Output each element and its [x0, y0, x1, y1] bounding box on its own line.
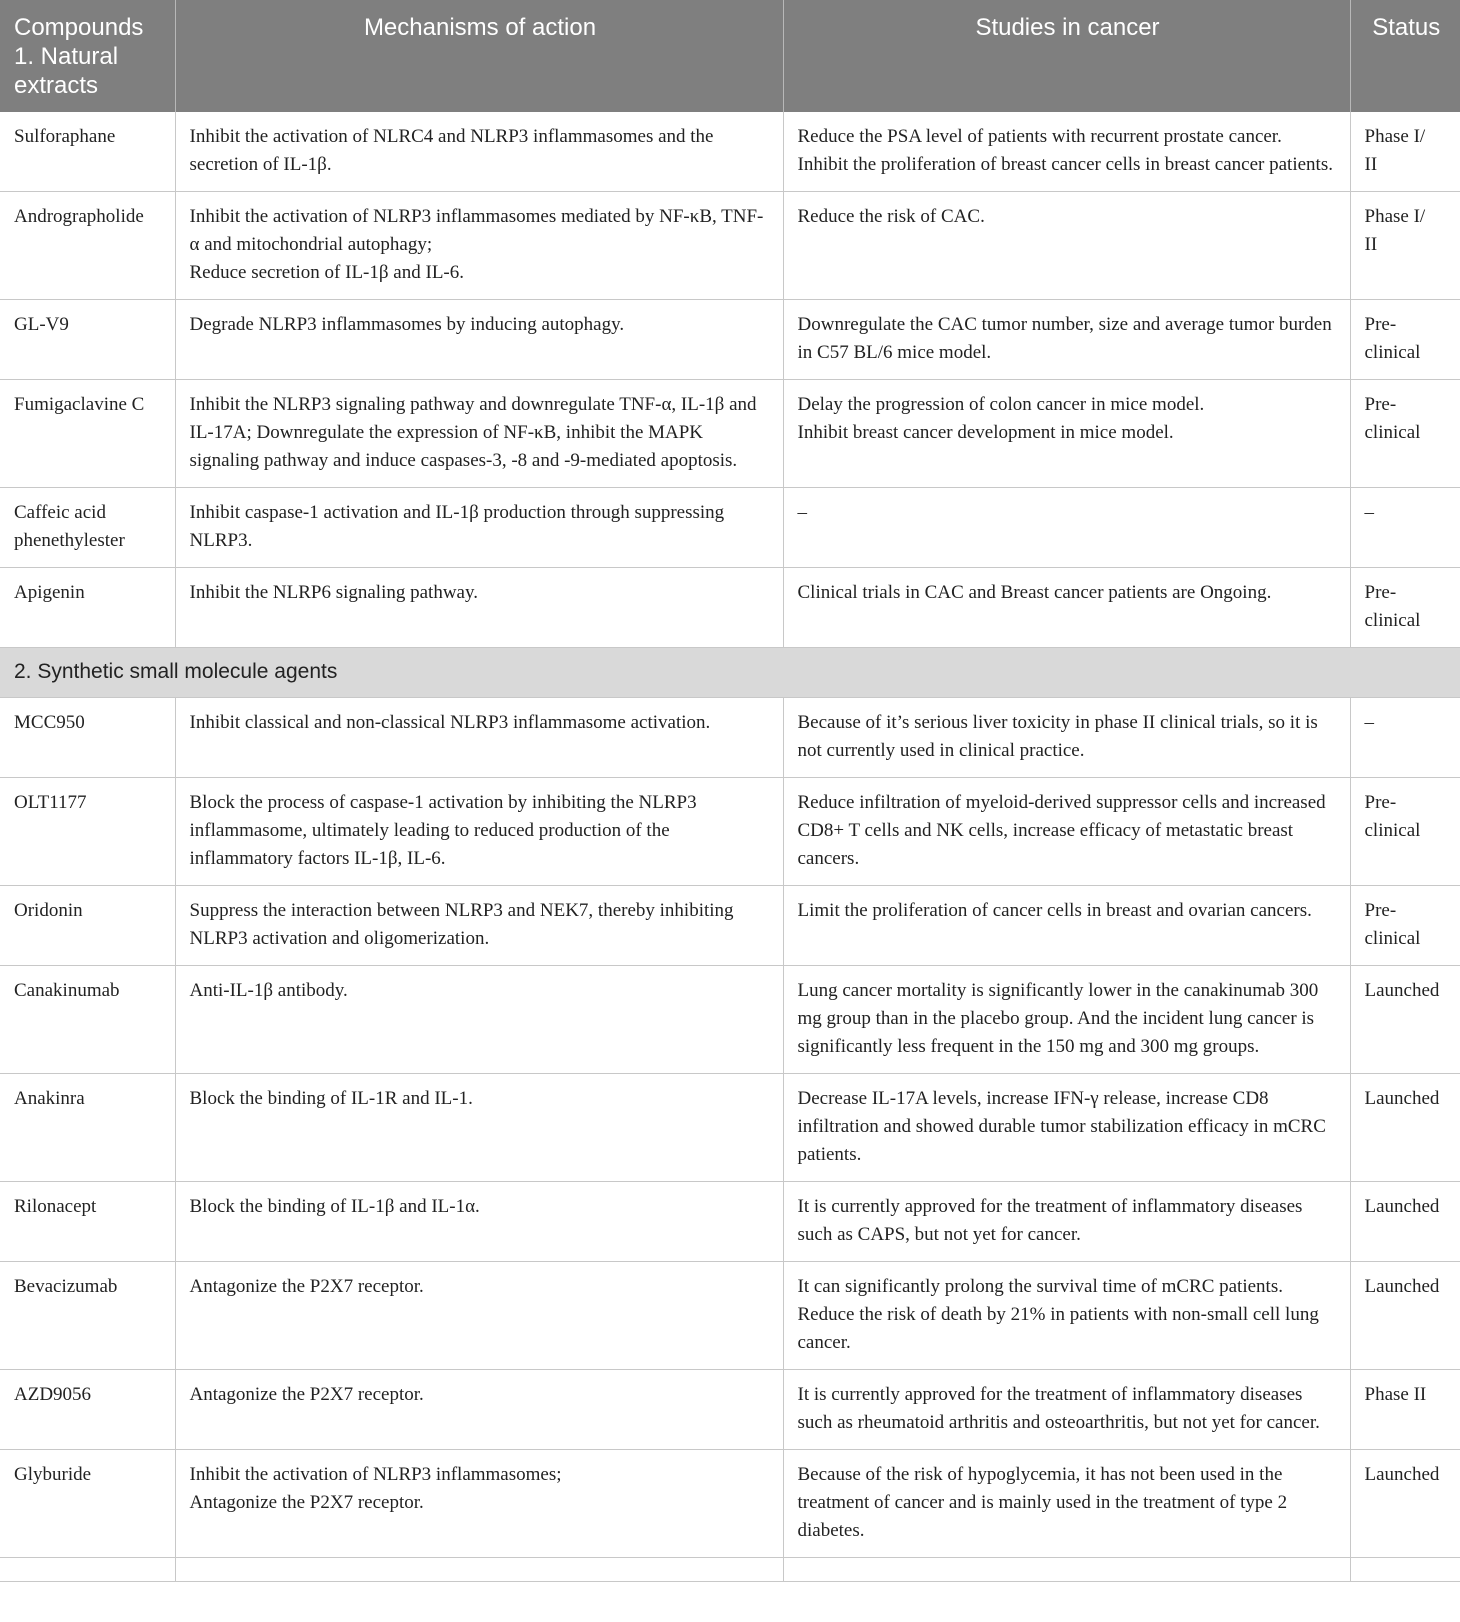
table-row [0, 886, 1460, 966]
mechanism-cell: Degrade NLRP3 inflammasomes by inducing autophagy. [175, 300, 783, 380]
table-row [0, 1074, 1460, 1182]
status-cell: Pre- clinical [1350, 778, 1460, 886]
table-row [0, 192, 1460, 300]
study-cell: Decrease IL-17A levels, increase IFN-γ release, increase CD8 infiltration and showed durable tumor stabilization efficacy in mCRC patients. [783, 1074, 1350, 1182]
table-header [0, 0, 1460, 112]
compound-cell: Glyburide [0, 1450, 175, 1558]
study-cell: Because of the risk of hypoglycemia, it has not been used in the treatment of cancer and is mainly used in the treatment of type 2 diabetes. [783, 1450, 1350, 1558]
status-cell: Pre- clinical [1350, 300, 1460, 380]
compound-cell: Sulforaphane [0, 112, 175, 192]
status-cell: Pre- clinical [1350, 380, 1460, 488]
study-cell: – [783, 488, 1350, 568]
status-cell: Pre- clinical [1350, 886, 1460, 966]
study-cell [783, 1558, 1350, 1582]
status-cell: Phase I/ II [1350, 192, 1460, 300]
study-cell: Delay the progression of colon cancer in mice model. Inhibit breast cancer development in mice model. [783, 380, 1350, 488]
compound-cell: Andrographolide [0, 192, 175, 300]
study-cell: Lung cancer mortality is significantly lower in the canakinumab 300 mg group than in the placebo group. And the incident lung cancer is significantly less frequent in the 150 mg and 300 mg groups. [783, 966, 1350, 1074]
compound-cell: Apigenin [0, 568, 175, 648]
status-cell: Launched [1350, 1182, 1460, 1262]
table-row [0, 1182, 1460, 1262]
mechanism-cell: Antagonize the P2X7 receptor. [175, 1262, 783, 1370]
table-row [0, 380, 1460, 488]
compound-cell: OLT1177 [0, 778, 175, 886]
table-row [0, 1262, 1460, 1370]
study-cell: Reduce the risk of CAC. [783, 192, 1350, 300]
mechanism-cell [175, 1558, 783, 1582]
table-row [0, 488, 1460, 568]
mechanism-cell: Block the process of caspase-1 activation by inhibiting the NLRP3 inflammasome, ultimately leading to reduced production of the inflammatory factors IL-1β, IL-6. [175, 778, 783, 886]
table-row [0, 300, 1460, 380]
header-compounds: Compounds 1. Natural extracts [0, 0, 175, 112]
compound-cell: Caffeic acid phenethylester [0, 488, 175, 568]
study-cell: Reduce infiltration of myeloid-derived suppressor cells and increased CD8+ T cells and NK cells, increase efficacy of metastatic breast cancers. [783, 778, 1350, 886]
mechanism-cell: Inhibit the NLRP3 signaling pathway and downregulate TNF-α, IL-1β and IL-17A; Downregulate the expression of NF-κB, inhibit the MAPK signaling pathway and induce caspases-3, -8 and -9-mediated apoptosis. [175, 380, 783, 488]
mechanism-cell: Inhibit the activation of NLRP3 inflammasomes mediated by NF-κB, TNF-α and mitochondrial autophagy; Reduce secretion of IL-1β and IL-6. [175, 192, 783, 300]
mechanism-cell: Block the binding of IL-1R and IL-1. [175, 1074, 783, 1182]
table-body [0, 112, 1460, 1582]
header-mechanisms: Mechanisms of action [175, 0, 783, 112]
table-row [0, 1558, 1460, 1582]
compound-cell: MCC950 [0, 698, 175, 778]
table-row [0, 1370, 1460, 1450]
compound-cell: Canakinumab [0, 966, 175, 1074]
mechanism-cell: Inhibit classical and non-classical NLRP3 inflammasome activation. [175, 698, 783, 778]
study-cell: Downregulate the CAC tumor number, size and average tumor burden in C57 BL/6 mice model. [783, 300, 1350, 380]
study-cell: It can significantly prolong the survival time of mCRC patients. Reduce the risk of death by 21% in patients with non-small cell lung cancer. [783, 1262, 1350, 1370]
table-row [0, 1450, 1460, 1558]
compound-cell: Anakinra [0, 1074, 175, 1182]
header-row [0, 0, 1460, 112]
study-cell: Limit the proliferation of cancer cells in breast and ovarian cancers. [783, 886, 1350, 966]
compound-cell: Oridonin [0, 886, 175, 966]
status-cell: Pre- clinical [1350, 568, 1460, 648]
compound-cell: AZD9056 [0, 1370, 175, 1450]
section-title: 2. Synthetic small molecule agents [0, 648, 1460, 698]
table-row [0, 966, 1460, 1074]
status-cell: Launched [1350, 1262, 1460, 1370]
compound-cell: Rilonacept [0, 1182, 175, 1262]
mechanism-cell: Block the binding of IL-1β and IL-1α. [175, 1182, 783, 1262]
status-cell: – [1350, 488, 1460, 568]
status-cell [1350, 1558, 1460, 1582]
compound-cell: Bevacizumab [0, 1262, 175, 1370]
mechanism-cell: Antagonize the P2X7 receptor. [175, 1370, 783, 1450]
status-cell: Launched [1350, 1074, 1460, 1182]
status-cell: Launched [1350, 1450, 1460, 1558]
study-cell: Because of it’s serious liver toxicity in phase II clinical trials, so it is not currently used in clinical practice. [783, 698, 1350, 778]
mechanism-cell: Inhibit the activation of NLRP3 inflammasomes; Antagonize the P2X7 receptor. [175, 1450, 783, 1558]
compound-cell: GL-V9 [0, 300, 175, 380]
status-cell: – [1350, 698, 1460, 778]
study-cell: Reduce the PSA level of patients with recurrent prostate cancer. Inhibit the proliferation of breast cancer cells in breast cancer patients. [783, 112, 1350, 192]
status-cell: Phase I/ II [1350, 112, 1460, 192]
study-cell: Clinical trials in CAC and Breast cancer patients are Ongoing. [783, 568, 1350, 648]
mechanism-cell: Inhibit the activation of NLRC4 and NLRP3 inflammasomes and the secretion of IL-1β. [175, 112, 783, 192]
mechanism-cell: Suppress the interaction between NLRP3 and NEK7, thereby inhibiting NLRP3 activation and oligomerization. [175, 886, 783, 966]
header-status: Status [1350, 0, 1460, 112]
status-cell: Phase II [1350, 1370, 1460, 1450]
section-row-synthetic [0, 648, 1460, 698]
header-studies: Studies in cancer [783, 0, 1350, 112]
table-row [0, 112, 1460, 192]
status-cell: Launched [1350, 966, 1460, 1074]
table-row [0, 778, 1460, 886]
study-cell: It is currently approved for the treatment of inflammatory diseases such as CAPS, but not yet for cancer. [783, 1182, 1350, 1262]
mechanism-cell: Anti-IL-1β antibody. [175, 966, 783, 1074]
compound-cell [0, 1558, 175, 1582]
study-cell: It is currently approved for the treatment of inflammatory diseases such as rheumatoid arthritis and osteoarthritis, but not yet for cancer. [783, 1370, 1350, 1450]
table-row [0, 698, 1460, 778]
mechanism-cell: Inhibit caspase-1 activation and IL-1β production through suppressing NLRP3. [175, 488, 783, 568]
table-row [0, 568, 1460, 648]
mechanism-cell: Inhibit the NLRP6 signaling pathway. [175, 568, 783, 648]
compound-cell: Fumigaclavine C [0, 380, 175, 488]
